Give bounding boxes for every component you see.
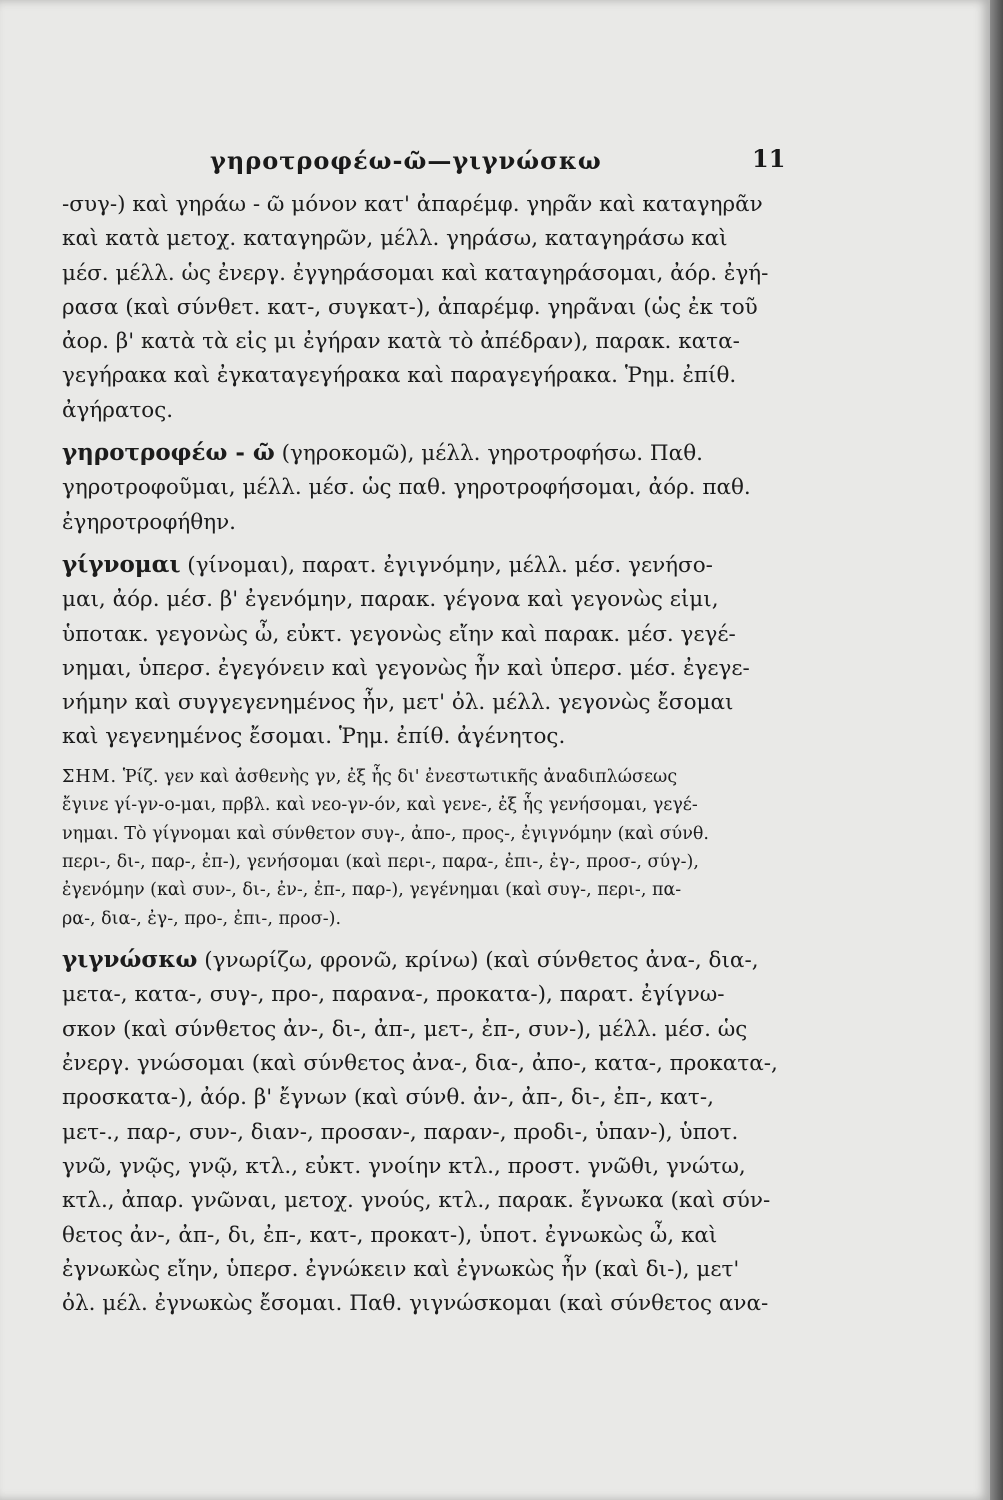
entry-gignomai [62, 548, 790, 755]
note-label: ΣΗΜ. [62, 766, 118, 787]
text-line: καὶ γεγενημένος ἔσομαι. Ῥημ. ἐπίθ. ἀγένητος. [62, 724, 566, 750]
text-line [62, 436, 790, 471]
entry-lemma: γιγνώσκω [62, 946, 198, 974]
text-line: ἐνεργ. γνώσομαι (καὶ σύνθετος ἀνα-, δια-, ἀπο-, κατα-, προκατα-, [62, 1051, 778, 1077]
text-line: -συγ-) καὶ γηράω - ῶ μόνον κατ' ἀπαρέμφ. γηρᾶν καὶ καταγηρᾶν [62, 192, 763, 217]
text-line: προσκατα-), ἀόρ. β' ἔγνων (καὶ σύνθ. ἀν-, ἀπ-, δι-, ἐπ-, κατ-, [62, 1085, 714, 1111]
header-title: γηροτροφέω-ῶ—γιγνώσκω [210, 146, 602, 175]
text-line: μέσ. μέλλ. ὡς ἐνεργ. ἐγγηράσομαι καὶ καταγηράσομαι, ἀόρ. ἐγή- [62, 260, 769, 286]
text-line: θετος ἀν-, ἀπ-, δι, ἐπ-, κατ-, προκατ-), ὑποτ. ἐγνωκὼς ὦ, καὶ [62, 1222, 718, 1248]
text-line: ὑποτακ. γεγονὼς ὦ, εὐκτ. γεγονὼς εἴην καὶ παρακ. μέσ. γεγέ- [62, 621, 736, 647]
text-line: γηροτροφοῦμαι, μέλλ. μέσ. ὡς παθ. γηροτροφήσομαι, ἀόρ. παθ. [62, 475, 751, 501]
text-line: ἀορ. β' κατὰ τὰ εἰς μι ἐγήραν κατὰ τὸ ἀπέδραν), παρακ. κατα- [62, 329, 740, 355]
text-line: ἐγηροτροφήθην. [62, 509, 236, 535]
text-line: κτλ., ἀπαρ. γνῶναι, μετοχ. γνούς, κτλ., παρακ. ἔγνωκα (καὶ σύν- [62, 1188, 771, 1214]
note-text: Ῥίζ. γεν καὶ ἀσθενὴς γν, ἐξ ἧς δι' ἐνεστωτικῆς ἀναδιπλώσεως [117, 766, 678, 787]
entry-lemma: γηροτροφέω - ῶ [62, 439, 275, 467]
text-line: ἀγήρατος. [62, 397, 174, 423]
entry-text: (γνωρίζω, φρονῶ, κρίνω) (καὶ σύνθετος ἀνα-, δια-, [197, 948, 759, 974]
page-edge [990, 0, 1003, 1500]
note-line: ἐγενόμην (καὶ συν-, δι-, ἐν-, ἐπ-, παρ-), γεγένημαι (καὶ συγ-, περι-, πα- [62, 880, 682, 901]
text-line: νήμην καὶ συγγεγενημένος ἦν, μετ' ὀλ. μέλλ. γεγονὼς ἔσομαι [62, 690, 734, 716]
text-line: μετ-., παρ-, συν-, διαν-, προσαν-, παραν-, προδι-, ὑπαν-), ὑποτ. [62, 1119, 739, 1145]
text-line: καὶ κατὰ μετοχ. καταγηρῶν, μέλλ. γηράσω, καταγηράσω καὶ [62, 226, 728, 252]
note-line: ἔγινε γί-γν-ο-μαι, πρβλ. καὶ νεο-γν-όν, καὶ γενε-, ἐξ ἧς γενήσομαι, γεγέ- [62, 795, 698, 816]
text-line: ρασα (καὶ σύνθετ. κατ-, συγκατ-), ἀπαρέμφ. γηρᾶναι (ὡς ἐκ τοῦ [62, 294, 758, 320]
note-block [62, 763, 790, 933]
text-line: γεγήρακα καὶ ἐγκαταγεγήρακα καὶ παραγεγήρακα. Ῥημ. ἐπίθ. [62, 363, 737, 389]
entry-lemma: γίγνομαι [62, 550, 181, 578]
entry-gerotropheo [62, 436, 790, 540]
text-line: νημαι, ὑπερσ. ἐγεγόνειν καὶ γεγονὼς ἦν καὶ ὑπερσ. μέσ. ἐγεγε- [62, 655, 750, 681]
entry-continuation [62, 188, 790, 428]
note-line: ρα-, δια-, ἐγ-, προ-, ἐπι-, προσ-). [62, 908, 342, 929]
text-line [62, 943, 790, 978]
note-line [62, 763, 790, 791]
text-line: ἐγνωκὼς εἴην, ὑπερσ. ἐγνώκειν καὶ ἐγνωκὼς ἦν (καὶ δι-), μετ' [62, 1256, 740, 1282]
text-line [62, 548, 790, 583]
note-line: νημαι. Τὸ γίγνομαι καὶ σύνθετον συγ-, ἀπο-, προς-, ἐγιγνόμην (καὶ σύνθ. [62, 823, 709, 844]
text-line: μαι, ἀόρ. μέσ. β' ἐγενόμην, παρακ. γέγονα καὶ γεγονὼς εἰμι, [62, 587, 719, 613]
text-line: ὀλ. μέλ. ἐγνωκὼς ἔσομαι. Παθ. γιγνώσκομαι (καὶ σύνθετος ανα- [62, 1291, 769, 1317]
page-body [62, 188, 790, 1329]
running-header [0, 142, 990, 182]
text-line: γνῶ, γνῷς, γνῷ, κτλ., εὐκτ. γνοίην κτλ., προστ. γνῶθι, γνώτω, [62, 1153, 746, 1179]
text-line: σκον (καὶ σύνθετος ἀν-, δι-, ἀπ-, μετ-, ἐπ-, συν-), μέλλ. μέσ. ὡς [62, 1016, 748, 1042]
entry-text: (γηροκομῶ), μέλλ. γηροτροφήσω. Παθ. [274, 441, 703, 467]
page-number: 11 [752, 144, 786, 173]
text-line: μετα-, κατα-, συγ-, προ-, παρανα-, προκατα-), παρατ. ἐγίγνω- [62, 982, 725, 1008]
note-line: περι-, δι-, παρ-, ἐπ-), γενήσομαι (καὶ περι-, παρα-, ἐπι-, ἐγ-, προσ-, σύγ-), [62, 851, 699, 872]
entry-text: (γίνομαι), παρατ. ἐγιγνόμην, μέλλ. μέσ. γενήσο- [180, 552, 713, 578]
entry-gignosko [62, 943, 790, 1321]
